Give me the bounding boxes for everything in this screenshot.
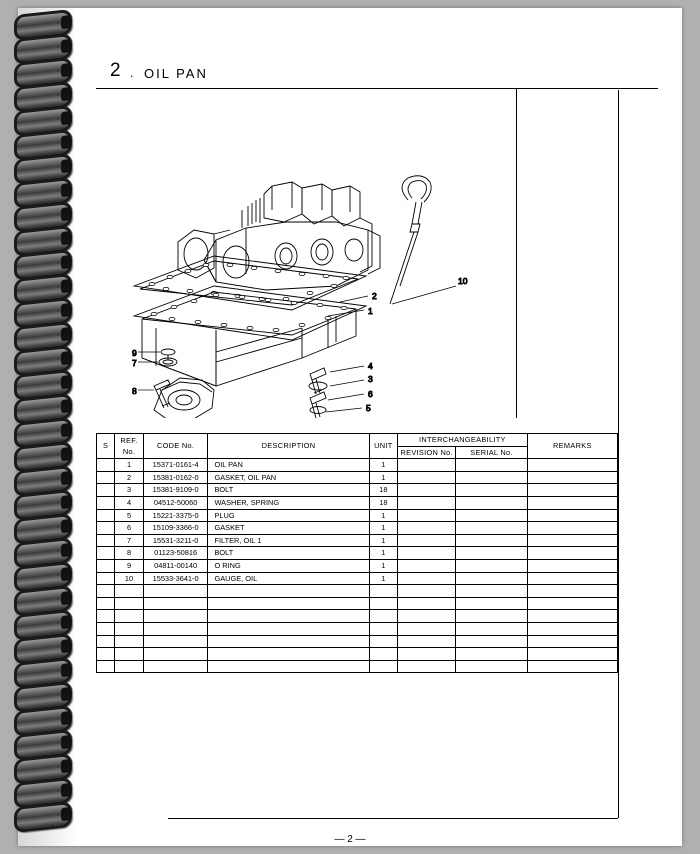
cell-remarks [527, 522, 617, 535]
callout-5: 5 [366, 403, 371, 413]
cell-unit: 18 [369, 484, 397, 497]
cell-unit: 1 [369, 459, 397, 472]
cell-serial-no [456, 484, 527, 497]
cell-blank [398, 648, 456, 661]
cell-blank [527, 622, 617, 635]
cell-blank [115, 610, 143, 623]
cell-blank [369, 585, 397, 598]
col-header-interchangeability: INTERCHANGEABILITY [398, 434, 528, 447]
table-row [97, 459, 618, 472]
table-row-blank [97, 610, 618, 623]
table-row-blank [97, 585, 618, 598]
cell-blank [369, 622, 397, 635]
cell-blank [398, 635, 456, 648]
cell-blank [527, 610, 617, 623]
table-header-row [97, 434, 618, 447]
table-row-blank [97, 597, 618, 610]
cell-blank [97, 597, 115, 610]
col-header-code: CODE No. [143, 434, 208, 459]
cell-serial-no [456, 547, 527, 560]
callout-1: 1 [368, 306, 373, 316]
col-header-serial-no: SERIAL No. [456, 446, 527, 459]
cell-code-no: 15221-3375-0 [143, 509, 208, 522]
table-row [97, 484, 618, 497]
callout-8: 8 [132, 386, 137, 396]
callout-9: 9 [132, 348, 137, 358]
table-row [97, 559, 618, 572]
cell-ref-no: 7 [115, 534, 143, 547]
cell-blank [398, 585, 456, 598]
page-bottom-rule [168, 818, 618, 819]
cell-blank [208, 635, 369, 648]
cell-blank [115, 585, 143, 598]
cell-serial-no [456, 559, 527, 572]
col-header-s: S [97, 434, 115, 459]
page-title: OIL PAN [144, 66, 208, 81]
cell-ref-no: 8 [115, 547, 143, 560]
cell-remarks [527, 459, 617, 472]
cell-revision-no [398, 559, 456, 572]
cell-serial-no [456, 496, 527, 509]
cell-description: WASHER, SPRING [208, 496, 369, 509]
cell-remarks [527, 484, 617, 497]
cell-s [97, 459, 115, 472]
cell-blank [369, 660, 397, 673]
cell-ref-no: 9 [115, 559, 143, 572]
cell-blank [208, 610, 369, 623]
cell-blank [456, 635, 527, 648]
cell-blank [527, 597, 617, 610]
cell-s [97, 496, 115, 509]
cell-serial-no [456, 534, 527, 547]
cell-serial-no [456, 572, 527, 585]
cell-blank [369, 597, 397, 610]
cell-code-no: 15381-0162-0 [143, 471, 208, 484]
cell-blank [456, 622, 527, 635]
cell-ref-no: 6 [115, 522, 143, 535]
cell-revision-no [398, 496, 456, 509]
table-row [97, 534, 618, 547]
cell-blank [97, 648, 115, 661]
cell-description: GASKET, OIL PAN [208, 471, 369, 484]
table-row [97, 496, 618, 509]
cell-blank [97, 585, 115, 598]
cell-blank [369, 610, 397, 623]
cell-blank [208, 585, 369, 598]
cell-blank [208, 648, 369, 661]
cell-code-no: 15533-3641-0 [143, 572, 208, 585]
page-folio: — 2 — [334, 834, 366, 845]
cell-serial-no [456, 459, 527, 472]
col-header-unit: UNIT [369, 434, 397, 459]
cell-unit: 1 [369, 547, 397, 560]
cell-blank [97, 635, 115, 648]
cell-blank [369, 635, 397, 648]
cell-code-no: 01123-50816 [143, 547, 208, 560]
cell-unit: 1 [369, 522, 397, 535]
callout-4: 4 [368, 361, 373, 371]
cell-code-no: 04811-00140 [143, 559, 208, 572]
cell-blank [456, 660, 527, 673]
cell-unit: 18 [369, 496, 397, 509]
cell-blank [456, 610, 527, 623]
cell-s [97, 572, 115, 585]
cell-blank [208, 622, 369, 635]
parts-table-head [97, 434, 618, 459]
parts-table-container [96, 433, 618, 813]
cell-description: OIL PAN [208, 459, 369, 472]
cell-blank [97, 622, 115, 635]
cell-remarks [527, 534, 617, 547]
cell-blank [456, 648, 527, 661]
cell-blank [369, 648, 397, 661]
cell-blank [527, 585, 617, 598]
cell-revision-no [398, 484, 456, 497]
oil-pan-exploded-diagram [96, 90, 516, 418]
cell-blank [143, 585, 208, 598]
cell-remarks [527, 572, 617, 585]
cell-unit: 1 [369, 509, 397, 522]
cell-description: FILTER, OIL 1 [208, 534, 369, 547]
cell-blank [527, 660, 617, 673]
cell-remarks [527, 471, 617, 484]
col-header-revision-no: REVISION No. [398, 446, 456, 459]
cell-blank [115, 635, 143, 648]
cell-ref-no: 3 [115, 484, 143, 497]
cell-blank [398, 610, 456, 623]
cell-blank [208, 660, 369, 673]
cell-s [97, 471, 115, 484]
cell-remarks [527, 496, 617, 509]
cell-serial-no [456, 471, 527, 484]
cell-s [97, 509, 115, 522]
table-row-blank [97, 648, 618, 661]
callout-10: 10 [458, 276, 468, 286]
cell-revision-no [398, 522, 456, 535]
table-row [97, 547, 618, 560]
table-row-blank [97, 622, 618, 635]
callout-2: 2 [372, 291, 377, 301]
cell-revision-no [398, 509, 456, 522]
cell-blank [143, 622, 208, 635]
cell-ref-no: 2 [115, 471, 143, 484]
table-row-blank [97, 635, 618, 648]
cell-revision-no [398, 534, 456, 547]
col-header-ref-line2: No. [122, 447, 136, 457]
col-header-ref-line1: REF. [120, 435, 138, 445]
spiral-binding [0, 0, 78, 854]
callout-6: 6 [368, 389, 373, 399]
callout-3: 3 [368, 374, 373, 384]
cell-blank [115, 597, 143, 610]
cell-unit: 1 [369, 559, 397, 572]
cell-code-no: 15531-3211-0 [143, 534, 208, 547]
cell-revision-no [398, 471, 456, 484]
col-header-description: DESCRIPTION [208, 434, 369, 459]
cell-unit: 1 [369, 572, 397, 585]
parts-table-body [97, 459, 618, 673]
col-header-ref [115, 434, 143, 459]
callout-7: 7 [132, 358, 137, 368]
page-right-rule [618, 90, 619, 818]
cell-blank [115, 648, 143, 661]
cell-blank [398, 622, 456, 635]
cell-s [97, 484, 115, 497]
cell-ref-no: 1 [115, 459, 143, 472]
col-header-remarks: REMARKS [527, 434, 617, 459]
section-number: 2 [110, 60, 122, 81]
cell-code-no: 15371-0161-4 [143, 459, 208, 472]
cell-blank [456, 585, 527, 598]
cell-ref-no: 10 [115, 572, 143, 585]
cell-ref-no: 4 [115, 496, 143, 509]
cell-blank [398, 660, 456, 673]
cell-blank [97, 660, 115, 673]
cell-blank [115, 622, 143, 635]
cell-blank [143, 660, 208, 673]
cell-remarks [527, 509, 617, 522]
cell-serial-no [456, 509, 527, 522]
cell-s [97, 547, 115, 560]
cell-revision-no [398, 547, 456, 560]
cell-description: O RING [208, 559, 369, 572]
cell-description: PLUG [208, 509, 369, 522]
cell-code-no: 04512-50060 [143, 496, 208, 509]
table-row [97, 509, 618, 522]
cell-serial-no [456, 522, 527, 535]
cell-s [97, 522, 115, 535]
table-row [97, 572, 618, 585]
cell-description: BOLT [208, 547, 369, 560]
cell-blank [398, 597, 456, 610]
cell-remarks [527, 559, 617, 572]
binding-coil [14, 801, 72, 833]
cell-ref-no: 5 [115, 509, 143, 522]
cell-unit: 1 [369, 534, 397, 547]
parts-table [96, 433, 618, 673]
cell-remarks [527, 547, 617, 560]
cell-blank [143, 648, 208, 661]
manual-page [18, 8, 682, 846]
cell-blank [143, 610, 208, 623]
cell-s [97, 534, 115, 547]
cell-blank [143, 635, 208, 648]
cell-blank [208, 597, 369, 610]
table-row [97, 471, 618, 484]
cell-code-no: 15109-3366-0 [143, 522, 208, 535]
table-row-blank [97, 660, 618, 673]
cell-description: BOLT [208, 484, 369, 497]
cell-unit: 1 [369, 471, 397, 484]
cell-s [97, 559, 115, 572]
cell-code-no: 15381-9109-0 [143, 484, 208, 497]
cell-blank [527, 648, 617, 661]
cell-blank [115, 660, 143, 673]
cell-blank [456, 597, 527, 610]
section-separator: . [130, 66, 134, 80]
cell-description: GASKET [208, 522, 369, 535]
cell-description: GAUGE, OIL [208, 572, 369, 585]
table-row [97, 522, 618, 535]
cell-revision-no [398, 572, 456, 585]
cell-revision-no [398, 459, 456, 472]
cell-blank [527, 635, 617, 648]
cell-blank [143, 597, 208, 610]
cell-blank [97, 610, 115, 623]
